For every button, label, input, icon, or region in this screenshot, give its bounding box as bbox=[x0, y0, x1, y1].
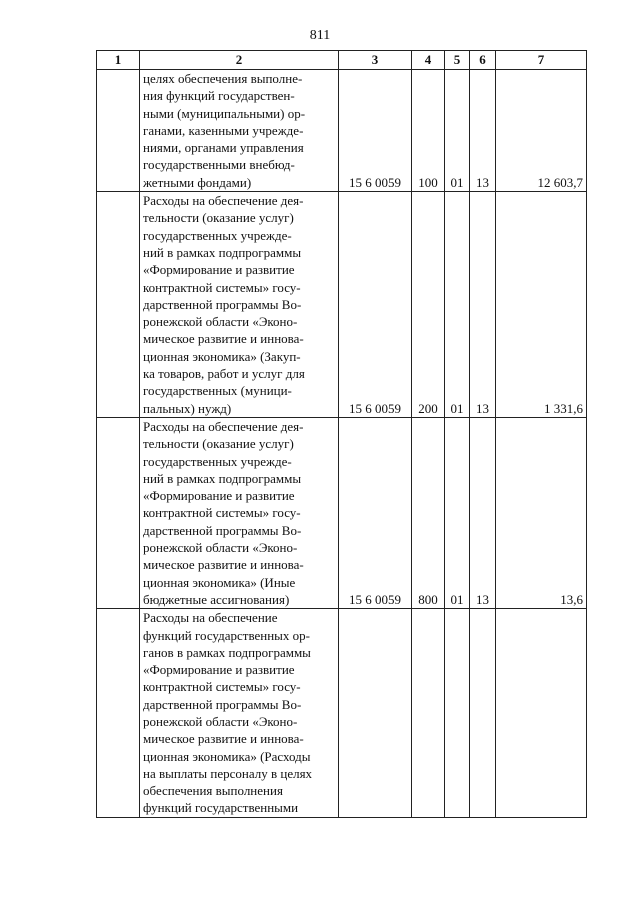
row-expense-type: 800 bbox=[412, 417, 445, 608]
header-col-7: 7 bbox=[496, 51, 587, 70]
header-col-4: 4 bbox=[412, 51, 445, 70]
row-section: 01 bbox=[445, 192, 470, 418]
row-col-1 bbox=[97, 417, 140, 608]
row-target-code: 15 6 0059 bbox=[339, 417, 412, 608]
budget-table bbox=[96, 50, 587, 818]
header-row bbox=[97, 51, 587, 70]
row-subsection: 13 bbox=[470, 417, 496, 608]
header-col-2: 2 bbox=[140, 51, 339, 70]
row-target-code: 15 6 0059 bbox=[339, 192, 412, 418]
row-target-code: 15 6 0059 bbox=[339, 70, 412, 192]
row-col-1 bbox=[97, 609, 140, 818]
row-expense-type bbox=[412, 609, 445, 818]
row-description: Расходы на обеспечение функций государственных ор- ганов в рамках подпрограммы «Формирование и развитие контрактной системы» госу- дарственной программы Во- ронежской области «Эконо- мическое развитие и иннова- ционная экономика» (Расходы на выплаты персоналу в целях обеспечения выполнения функций государственными bbox=[140, 609, 339, 818]
row-section bbox=[445, 609, 470, 818]
row-subsection: 13 bbox=[470, 192, 496, 418]
row-expense-type: 100 bbox=[412, 70, 445, 192]
row-target-code bbox=[339, 609, 412, 818]
row-description: Расходы на обеспечение дея- тельности (оказание услуг) государственных учрежде- ний в рамках подпрограммы «Формирование и развитие контрактной системы» госу- дарственной программы Во- ронежской области «Эконо- мическое развитие и иннова- ционная экономика» (Иные бюджетные ассигнования) bbox=[140, 417, 339, 608]
header-col-6: 6 bbox=[470, 51, 496, 70]
table-row bbox=[97, 192, 587, 418]
row-amount bbox=[496, 609, 587, 818]
row-section: 01 bbox=[445, 70, 470, 192]
table-row bbox=[97, 417, 587, 608]
row-description: целях обеспечения выполне- ния функций государствен- ными (муниципальными) ор- ганами, казенными учрежде- ниями, органами управления государственными внебюд- жетными фондами) bbox=[140, 70, 339, 192]
row-section: 01 bbox=[445, 417, 470, 608]
table-row bbox=[97, 609, 587, 818]
page-number: 811 bbox=[309, 28, 331, 43]
row-col-1 bbox=[97, 192, 140, 418]
header-col-5: 5 bbox=[445, 51, 470, 70]
table-row bbox=[97, 70, 587, 192]
header-col-1: 1 bbox=[97, 51, 140, 70]
row-amount: 1 331,6 bbox=[496, 192, 587, 418]
row-amount: 13,6 bbox=[496, 417, 587, 608]
row-subsection: 13 bbox=[470, 70, 496, 192]
header-col-3: 3 bbox=[339, 51, 412, 70]
row-subsection bbox=[470, 609, 496, 818]
row-description: Расходы на обеспечение дея- тельности (оказание услуг) государственных учрежде- ний в рамках подпрограммы «Формирование и развитие контрактной системы» госу- дарственной программы Во- ронежской области «Эконо- мическое развитие и иннова- ционная экономика» (Закуп- ка товаров, работ и услуг для государственных (муници- пальных) нужд) bbox=[140, 192, 339, 418]
row-expense-type: 200 bbox=[412, 192, 445, 418]
row-col-1 bbox=[97, 70, 140, 192]
row-amount: 12 603,7 bbox=[496, 70, 587, 192]
